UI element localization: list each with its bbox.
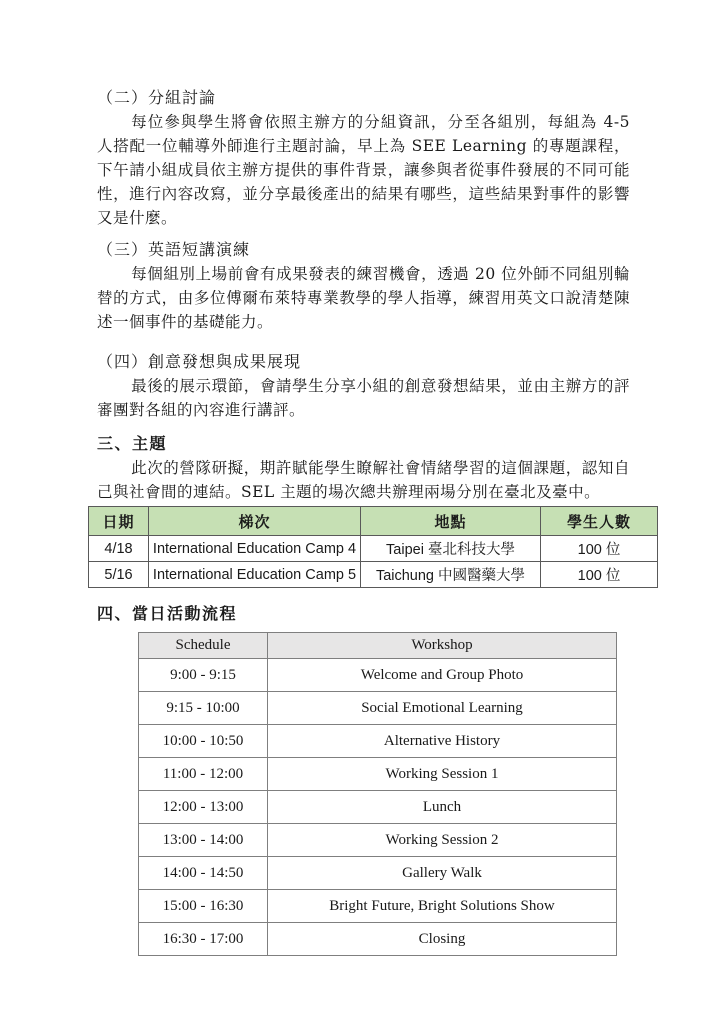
table-row [139,857,617,890]
schedule-time: 16:30 - 17:00 [139,923,268,956]
schedule-workshop: Working Session 1 [268,758,617,791]
schedule-col-workshop: Workshop [268,633,617,659]
section-english-speech-heading: （三）英語短講演練 [97,240,251,259]
section-group-discussion [97,86,664,230]
schedule-time: 14:00 - 14:50 [139,857,268,890]
table-row [139,923,617,956]
schedule-workshop: Welcome and Group Photo [268,659,617,692]
schedule-time: 13:00 - 14:00 [139,824,268,857]
schedule-workshop: Closing [268,923,617,956]
section-group-discussion-heading: （二）分組討論 [97,88,217,107]
section-group-discussion-paragraph: 每位參與學生將會依照主辦方的分組資訊，分至各組別，每組為 4-5 人搭配一位輔導外師進行主題討論，早上為 SEE Learning 的專題課程，下午請小組成員依主辦方提供的事件背景，讓參與者從事件發展的不同可能性，進行內容改寫，並分享最後產出的結果有哪些，這些結果對事件的影響又是什麼。 [97,113,630,227]
schedule-workshop: Working Session 2 [268,824,617,857]
section-creative-showcase-heading: （四）創意發想與成果展現 [97,352,302,371]
schedule-col-time: Schedule [139,633,268,659]
session-date: 4/18 [89,536,149,562]
table-row [139,890,617,923]
schedule-time: 10:00 - 10:50 [139,725,268,758]
session-students: 100 位 [541,562,658,588]
schedule-time: 9:15 - 10:00 [139,692,268,725]
sessions-col-students: 學生人數 [541,507,658,536]
theme-paragraph: 此次的營隊研擬，期許賦能學生瞭解社會情緒學習的這個課題，認知自己與社會間的連結。SEL 主題的場次總共辦理兩場分別在臺北及臺中。 [97,459,630,501]
schedule-workshop: Gallery Walk [268,857,617,890]
schedule-workshop: Lunch [268,791,617,824]
schedule-heading: 四、當日活動流程 [97,604,238,623]
sessions-col-camp: 梯次 [149,507,361,536]
session-students: 100 位 [541,536,658,562]
table-row [139,659,617,692]
session-camp: International Education Camp 4 [149,536,361,562]
sessions-col-date: 日期 [89,507,149,536]
section-creative-showcase-paragraph: 最後的展示環節，會請學生分享小組的創意發想結果，並由主辦方的評審團對各組的內容進行講評。 [97,377,630,419]
table-row [139,725,617,758]
theme-heading: 三、主題 [97,434,168,453]
schedule-table [138,632,617,956]
section-english-speech-paragraph: 每個組別上場前會有成果發表的練習機會，透過 20 位外師不同組別輪替的方式，由多位傅爾布萊特專業教學的學人指導，練習用英文口說清楚陳述一個事件的基礎能力。 [97,265,630,331]
table-row [139,824,617,857]
session-camp: International Education Camp 5 [149,562,361,588]
table-row [139,692,617,725]
schedule-time: 15:00 - 16:30 [139,890,268,923]
schedule-header-row [139,633,617,659]
schedule-time: 11:00 - 12:00 [139,758,268,791]
section-creative-showcase [97,350,664,422]
session-date: 5/16 [89,562,149,588]
sessions-header-row [89,507,658,536]
schedule-time: 12:00 - 13:00 [139,791,268,824]
table-row [139,758,617,791]
schedule-workshop: Alternative History [268,725,617,758]
sessions-col-location: 地點 [361,507,541,536]
sessions-table [88,506,658,588]
section-english-speech [97,238,664,334]
session-location: Taichung 中國醫藥大學 [361,562,541,588]
table-row [89,562,658,588]
schedule-workshop: Social Emotional Learning [268,692,617,725]
session-location: Taipei 臺北科技大學 [361,536,541,562]
schedule-workshop: Bright Future, Bright Solutions Show [268,890,617,923]
schedule-time: 9:00 - 9:15 [139,659,268,692]
table-row [139,791,617,824]
table-row [89,536,658,562]
